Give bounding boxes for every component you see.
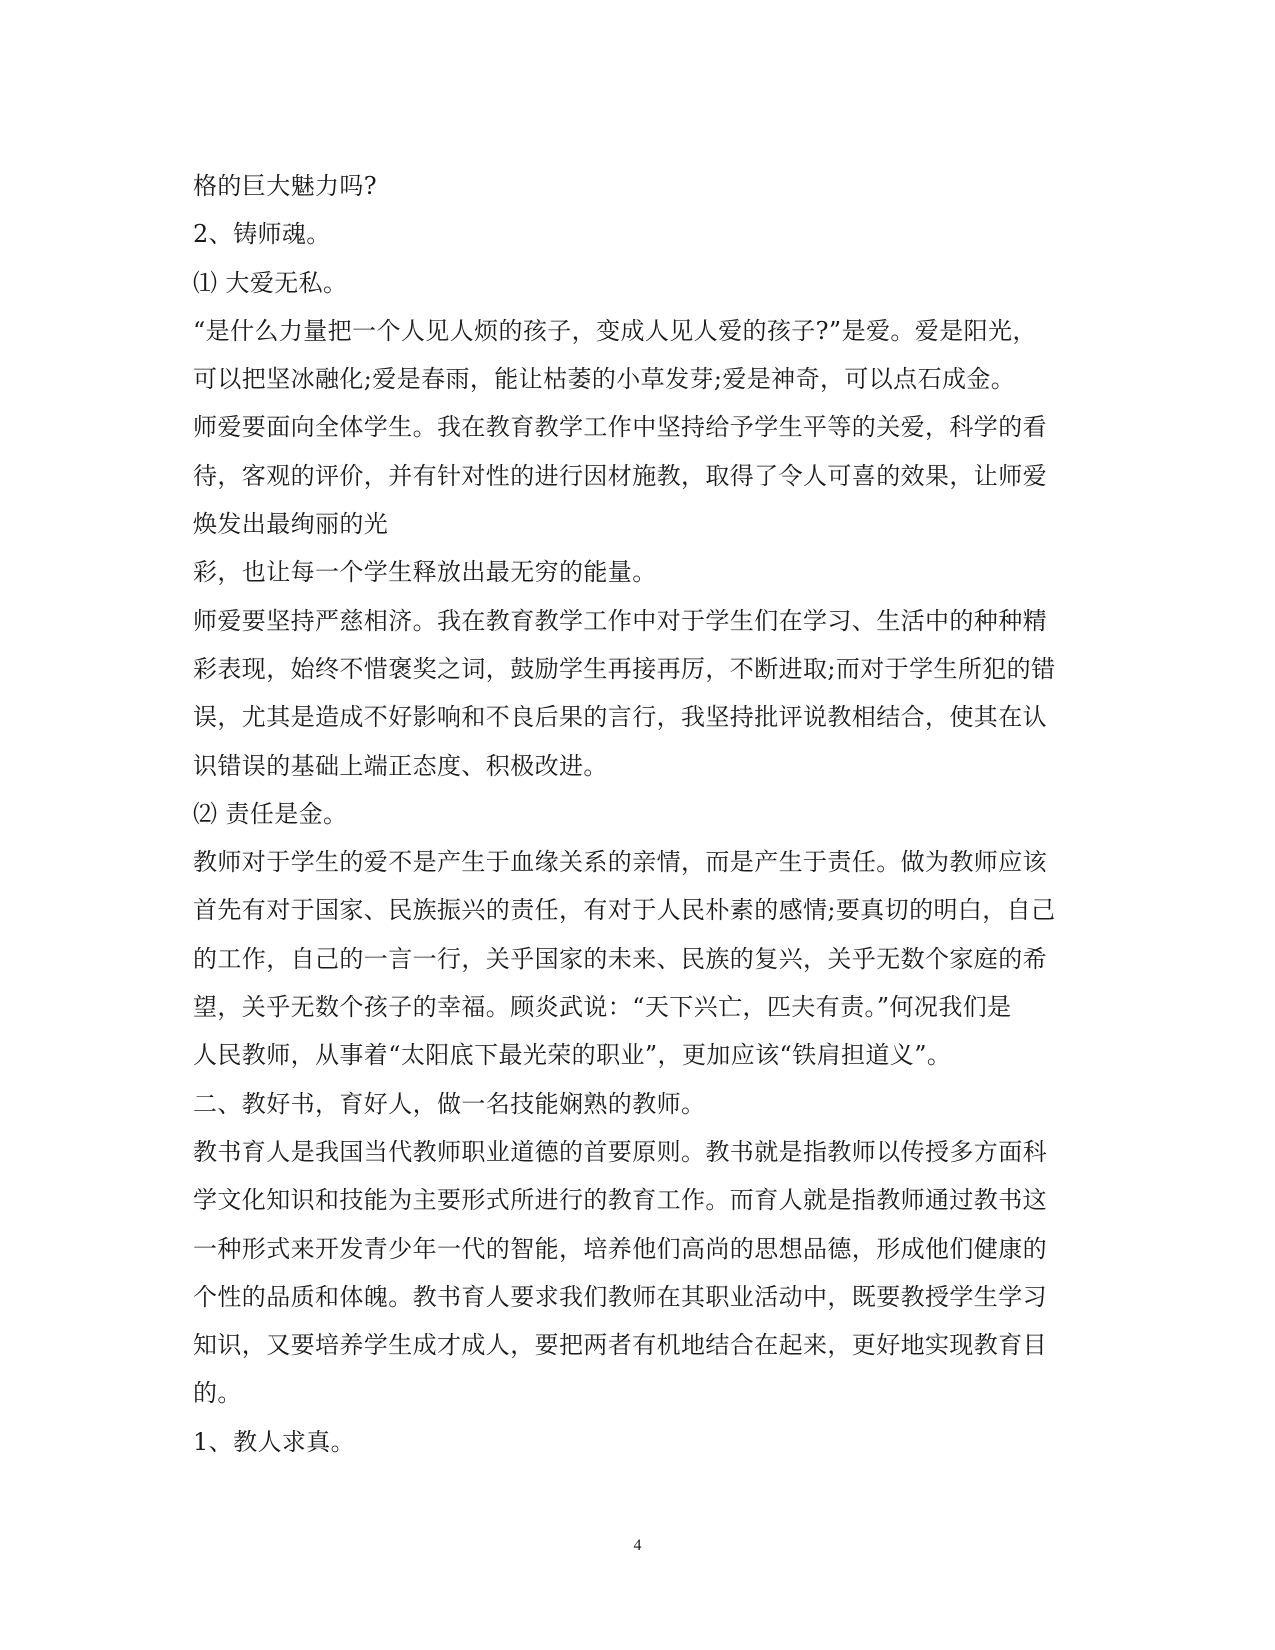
text-line: 首先有对于国家、民族振兴的责任，有对于人民朴素的感情;要真切的明白，自己 xyxy=(193,896,1056,925)
text-line: 人民教师，从事着“太阳底下最光荣的职业”，更加应该“铁肩担道义”。 xyxy=(193,1041,952,1070)
subsection-heading: ⑵ 责任是金。 xyxy=(193,799,348,828)
text-line: 个性的品质和体魄。教书育人要求我们教师在其职业活动中，既要教授学生学习 xyxy=(193,1282,1047,1311)
text-line: 彩，也让每一个学生释放出最无穷的能量。 xyxy=(193,558,657,587)
text-line: 彩表现，始终不惜褒奖之词，鼓励学生再接再厉，不断进取;而对于学生所犯的错 xyxy=(193,654,1056,683)
text-line: 师爱要坚持严慈相济。我在教育教学工作中对于学生们在学习、生活中的种种精 xyxy=(193,606,1047,635)
text-line: 的。 xyxy=(193,1379,242,1408)
text-line: 焕发出最绚丽的光 xyxy=(193,510,389,539)
section-heading: 2、铸师魂。 xyxy=(193,220,331,249)
text-line: 教书育人是我国当代教师职业道德的首要原则。教书就是指教师以传授多方面科 xyxy=(193,1137,1047,1166)
text-line: 的工作，自己的一言一行，关乎国家的未来、民族的复兴，关乎无数个家庭的希 xyxy=(193,944,1047,973)
section-heading: 1、教人求真。 xyxy=(193,1427,356,1456)
text-line: “是什么力量把一个人见人烦的孩子，变成人见人爱的孩子?”是爱。爱是阳光， xyxy=(193,316,1037,345)
text-line: 可以把坚冰融化;爱是春雨，能让枯萎的小草发芽;爱是神奇，可以点石成金。 xyxy=(193,365,1016,394)
text-line: 学文化知识和技能为主要形式所进行的教育工作。而育人就是指教师通过教书这 xyxy=(193,1186,1047,1215)
page-number: 4 xyxy=(633,1537,642,1554)
text-line: 误，尤其是造成不好影响和不良后果的言行，我坚持批评说教相结合，使其在认 xyxy=(193,703,1047,732)
text-line: 格的巨大魅力吗? xyxy=(193,172,378,200)
text-line: 教师对于学生的爱不是产生于血缘关系的亲情，而是产生于责任。做为教师应该 xyxy=(193,848,1047,877)
section-heading: 二、教好书，育好人，做一名技能娴熟的教师。 xyxy=(193,1089,706,1118)
text-line: 识错误的基础上端正态度、积极改进。 xyxy=(193,751,608,780)
body-text xyxy=(193,162,1083,1466)
text-line: 待，客观的评价，并有针对性的进行因材施教，取得了令人可喜的效果，让师爱 xyxy=(193,461,1047,490)
text-line: 一种形式来开发青少年一代的智能，培养他们高尚的思想品德，形成他们健康的 xyxy=(193,1234,1047,1263)
text-line: 知识，又要培养学生成才成人，要把两者有机地结合在起来，更好地实现教育目 xyxy=(193,1331,1047,1360)
subsection-heading: ⑴ 大爱无私。 xyxy=(193,268,348,297)
text-line: 望，关乎无数个孩子的幸福。顾炎武说：“天下兴亡，匹夫有责。”何况我们是 xyxy=(193,993,1012,1022)
text-line: 师爱要面向全体学生。我在教育教学工作中坚持给予学生平等的关爱，科学的看 xyxy=(193,413,1047,442)
